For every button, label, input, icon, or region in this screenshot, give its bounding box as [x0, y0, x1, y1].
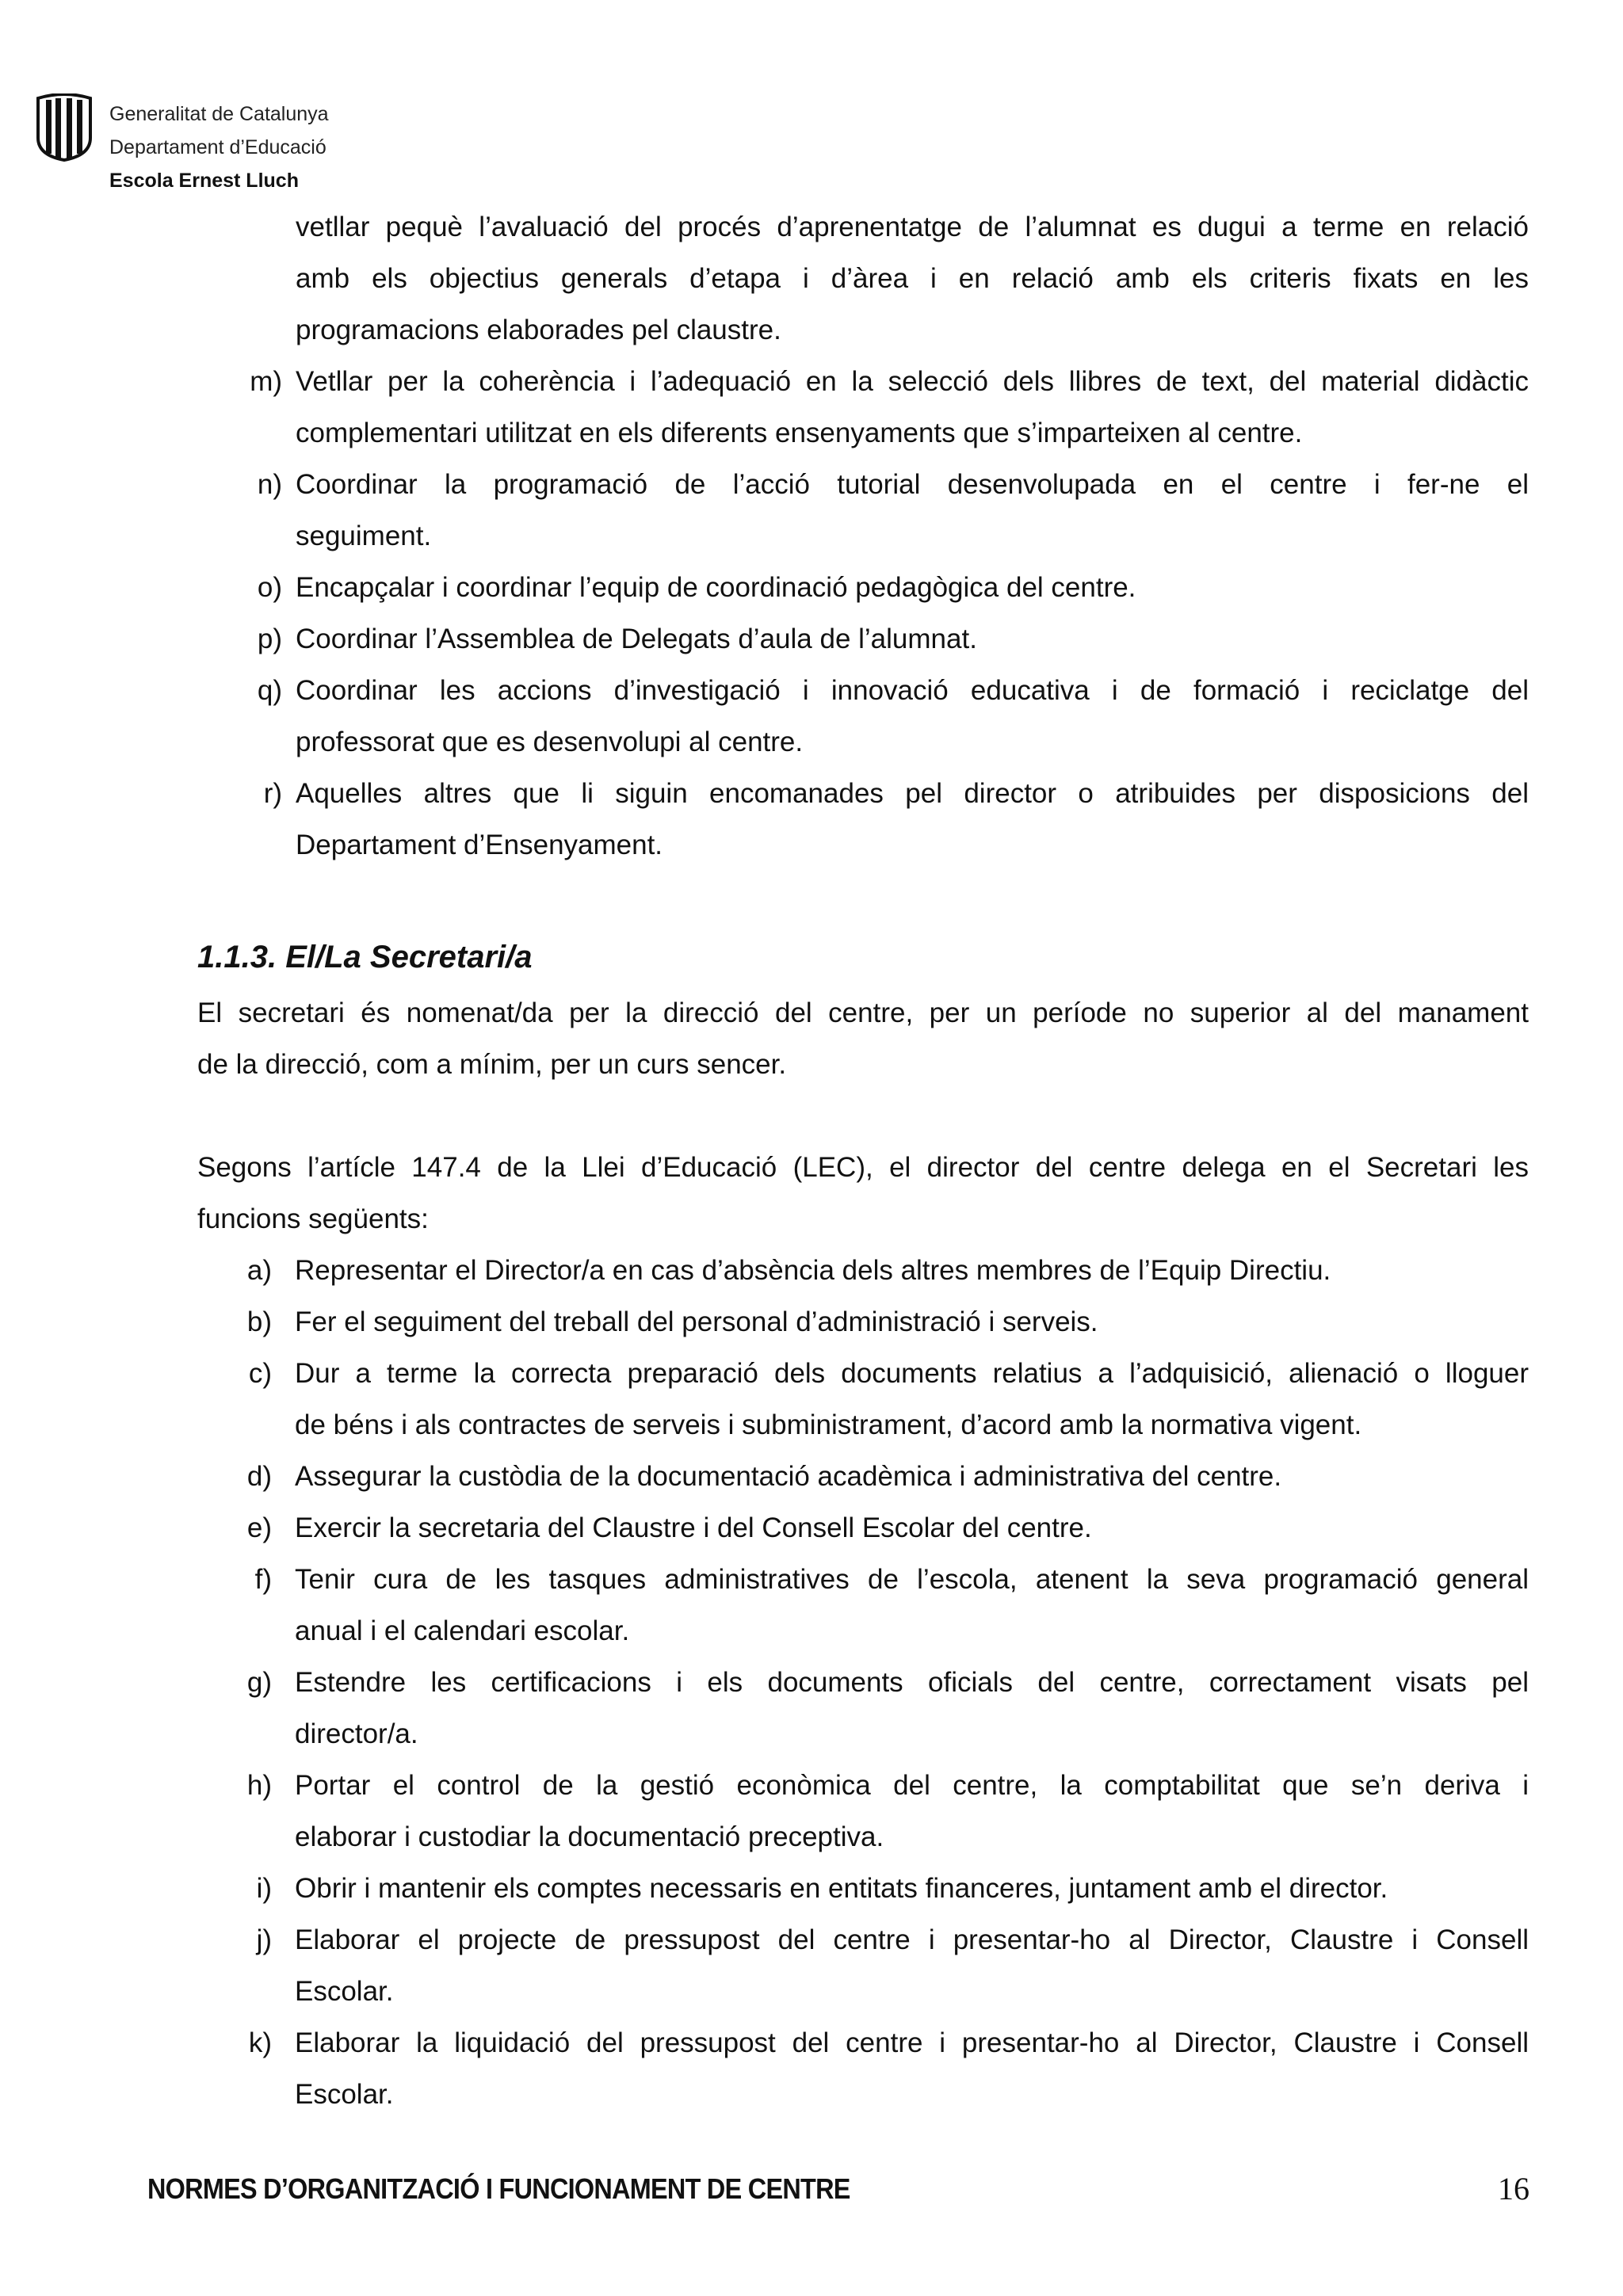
list-item-label: k)	[248, 2027, 272, 2058]
list-item-label: d)	[246, 1461, 272, 1492]
footer-title: NORMES D’ORGANITZACIÓ I FUNCIONAMENT DE CENTRE	[147, 2172, 850, 2205]
paragraph-line: El secretari és nomenat/da per la direcció del centre, per un període no superior al del manament	[197, 997, 1529, 1028]
list-item-label: i)	[256, 1873, 272, 1904]
section-heading: 1.1.3. El/La Secretari/a	[197, 940, 533, 974]
paragraph-line: Segons l’artícle 147.4 de la Llei d’Educació (LEC), el director del centre delega en el Secretari les	[197, 1152, 1529, 1183]
list-item-text: Vetllar per la coherència i l’adequació en la selecció dels llibres de text, del material didàctic	[296, 366, 1529, 397]
list-item-label: p)	[257, 624, 282, 654]
generalitat-emblem-icon	[35, 93, 94, 162]
letterhead-government: Generalitat de Catalunya	[109, 103, 329, 125]
paragraph-line: funcions següents:	[197, 1203, 429, 1234]
list-item-label: r)	[263, 778, 282, 809]
list-item-text: Elaborar el projecte de pressupost del centre i presentar-ho al Director, Claustre i Consell	[295, 1924, 1529, 1955]
list-item-text: Fer el seguiment del treball del personal d’administració i serveis.	[295, 1306, 1098, 1337]
list-item-text: de béns i als contractes de serveis i subministrament, d’acord amb la normativa vigent.	[295, 1409, 1362, 1440]
list-item-text: Portar el control de la gestió econòmica del centre, la comptabilitat que se’n deriva i	[295, 1770, 1529, 1801]
list-item-text: Obrir i mantenir els comptes necessaris en entitats financeres, juntament amb el director.	[295, 1873, 1388, 1904]
list-item-text: Estendre les certificacions i els documents oficials del centre, correctament visats pel	[295, 1667, 1529, 1698]
list-item-text: Elaborar la liquidació del pressupost del centre i presentar-ho al Director, Claustre i Consell	[295, 2027, 1529, 2058]
list-item-text: Assegurar la custòdia de la documentació acadèmica i administrativa del centre.	[295, 1461, 1282, 1492]
letterhead-school: Escola Ernest Lluch	[109, 170, 299, 192]
list-item-label: e)	[246, 1512, 272, 1543]
continuation-line: vetllar pequè l’avaluació del procés d’aprenentatge de l’alumnat es dugui a terme en relació	[296, 212, 1529, 242]
list-item-text: director/a.	[295, 1718, 418, 1749]
list-item-label: f)	[254, 1564, 272, 1595]
list-item-text: Dur a terme la correcta preparació dels documents relatius a l’adquisició, alienació o lloguer	[295, 1358, 1529, 1389]
list-item-text: elaborar i custodiar la documentació preceptiva.	[295, 1821, 884, 1852]
list-item-label: c)	[248, 1358, 272, 1389]
list-item-text: Exercir la secretaria del Claustre i del Consell Escolar del centre.	[295, 1512, 1092, 1543]
list-item-text: seguiment.	[296, 521, 432, 551]
list-item-label: j)	[256, 1924, 272, 1955]
list-item-text: Departament d’Ensenyament.	[296, 830, 663, 860]
list-item-text: Tenir cura de les tasques administratives de l’escola, atenent la seva programació general	[295, 1564, 1529, 1595]
list-item-text: Coordinar l’Assemblea de Delegats d’aula de l’alumnat.	[296, 624, 977, 654]
list-item-text: Coordinar les accions d’investigació i innovació educativa i de formació i reciclatge del	[296, 675, 1529, 706]
list-item-text: complementari utilitzat en els diferents ensenyaments que s’imparteixen al centre.	[296, 418, 1303, 448]
list-item-label: h)	[246, 1770, 272, 1801]
page-number: 16	[1498, 2171, 1529, 2206]
list-item-text: professorat que es desenvolupi al centre.	[296, 727, 804, 757]
list-item-label: g)	[246, 1667, 272, 1698]
list-item-text: anual i el calendari escolar.	[295, 1615, 630, 1646]
list-item-text: Representar el Director/a en cas d’absència dels altres membres de l’Equip Directiu.	[295, 1255, 1331, 1286]
list-item-text: Aquelles altres que li siguin encomanades pel director o atribuides per disposicions del	[296, 778, 1529, 809]
letterhead-department: Departament d’Educació	[109, 136, 327, 158]
list-item-label: a)	[246, 1255, 272, 1286]
list-item-label: m)	[250, 366, 282, 397]
list-item-label: q)	[257, 675, 282, 706]
list-item-label: n)	[257, 469, 282, 500]
list-item-text: Encapçalar i coordinar l’equip de coordinació pedagògica del centre.	[296, 572, 1136, 603]
list-item-text: Escolar.	[295, 2079, 394, 2110]
list-item-text: Coordinar la programació de l’acció tutorial desenvolupada en el centre i fer-ne el	[296, 469, 1529, 500]
list-item-text: Escolar.	[295, 1976, 394, 2007]
continuation-line: programacions elaborades pel claustre.	[296, 315, 781, 345]
paragraph-line: de la direcció, com a mínim, per un curs sencer.	[197, 1049, 787, 1080]
list-item-label: b)	[246, 1306, 272, 1337]
list-item-label: o)	[257, 572, 282, 603]
continuation-line: amb els objectius generals d’etapa i d’àrea i en relació amb els criteris fixats en les	[296, 263, 1529, 294]
